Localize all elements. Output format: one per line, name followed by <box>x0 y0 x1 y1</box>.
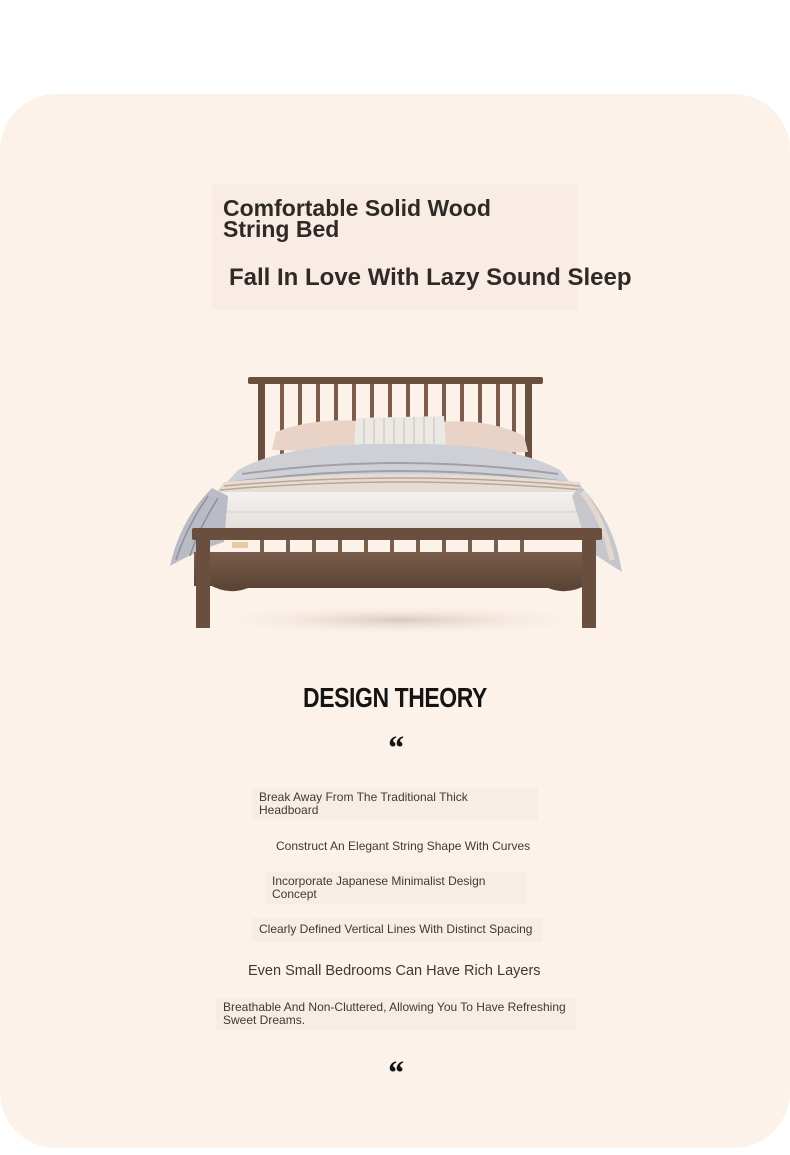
feature-point-4: Clearly Defined Vertical Lines With Distinct Spacing <box>259 922 533 936</box>
feature-point-3: Incorporate Japanese Minimalist Design Concept <box>272 874 486 901</box>
product-title: Comfortable Solid Wood String Bed <box>223 195 491 242</box>
design-theory-heading: DESIGN THEORY <box>303 682 487 713</box>
feature-point-5: Even Small Bedrooms Can Have Rich Layers <box>248 963 541 979</box>
wooden-string-bed-illustration <box>168 370 624 636</box>
open-quote-icon: “ <box>386 730 404 767</box>
feature-point-6: Breathable And Non-Cluttered, Allowing You To Have Refreshing Sweet Dreams. <box>223 1000 566 1027</box>
close-quote-icon: “ <box>386 1055 404 1092</box>
feature-point-2: Construct An Elegant String Shape With Curves <box>276 839 531 853</box>
product-subtitle: Fall In Love With Lazy Sound Sleep <box>229 264 632 291</box>
feature-point-1: Break Away From The Traditional Thick Headboard <box>259 790 468 817</box>
